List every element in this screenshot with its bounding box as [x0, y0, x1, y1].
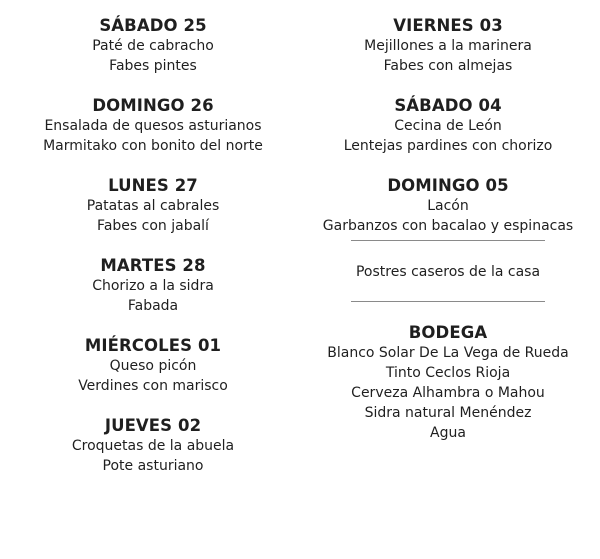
day-title: VIERNES 03: [393, 16, 503, 35]
dish-item: Fabes con jabalí: [97, 218, 209, 234]
day-block: [0, 16, 306, 76]
divider: [351, 301, 545, 302]
day-title: LUNES 27: [108, 176, 198, 195]
drink-item: Cerveza Alhambra o Mahou: [351, 385, 545, 401]
day-block: [0, 176, 306, 236]
dish-item: Marmitako con bonito del norte: [43, 138, 263, 154]
day-block: [0, 416, 306, 476]
bodega-title: BODEGA: [408, 323, 488, 342]
dish-item: Cecina de León: [394, 118, 502, 134]
dish-item: Fabes con almejas: [383, 58, 513, 74]
dish-item: Paté de cabracho: [92, 38, 214, 54]
dish-item: Patatas al cabrales: [86, 198, 220, 214]
dish-item: Queso picón: [109, 358, 197, 374]
drink-item: Blanco Solar De La Vega de Rueda: [327, 345, 569, 361]
divider: [351, 240, 545, 241]
day-block: [296, 96, 600, 156]
day-title: SÁBADO 04: [394, 96, 502, 115]
dish-item: Fabes pintes: [109, 58, 197, 74]
drink-item: Sidra natural Menéndez: [364, 405, 532, 421]
dish-item: Pote asturiano: [102, 458, 204, 474]
day-title: MARTES 28: [100, 256, 206, 275]
day-block: [0, 256, 306, 316]
drink-item: Tinto Ceclos Rioja: [385, 365, 511, 381]
dish-item: Chorizo a la sidra: [92, 278, 214, 294]
day-title: MIÉRCOLES 01: [84, 336, 222, 355]
left-column: [0, 16, 306, 496]
dish-item: Garbanzos con bacalao y espinacas: [322, 218, 574, 234]
day-block: [296, 176, 600, 236]
drink-item: Agua: [430, 425, 466, 441]
day-block: [296, 16, 600, 76]
dish-item: Croquetas de la abuela: [71, 438, 235, 454]
day-title: SÁBADO 25: [99, 16, 207, 35]
dish-item: Lentejas pardines con chorizo: [343, 138, 553, 154]
bodega-section: [296, 323, 600, 443]
day-title: DOMINGO 26: [92, 96, 214, 115]
dish-item: Verdines con marisco: [78, 378, 228, 394]
day-block: [0, 96, 306, 156]
right-column: [296, 16, 600, 443]
day-title: DOMINGO 05: [387, 176, 509, 195]
postres-text: Postres caseros de la casa: [355, 264, 541, 280]
dish-item: Lacón: [427, 198, 469, 214]
dish-item: Mejillones a la marinera: [364, 38, 532, 54]
dish-item: Fabada: [127, 298, 179, 314]
day-title: JUEVES 02: [104, 416, 202, 435]
dish-item: Ensalada de quesos asturianos: [44, 118, 262, 134]
day-block: [0, 336, 306, 396]
